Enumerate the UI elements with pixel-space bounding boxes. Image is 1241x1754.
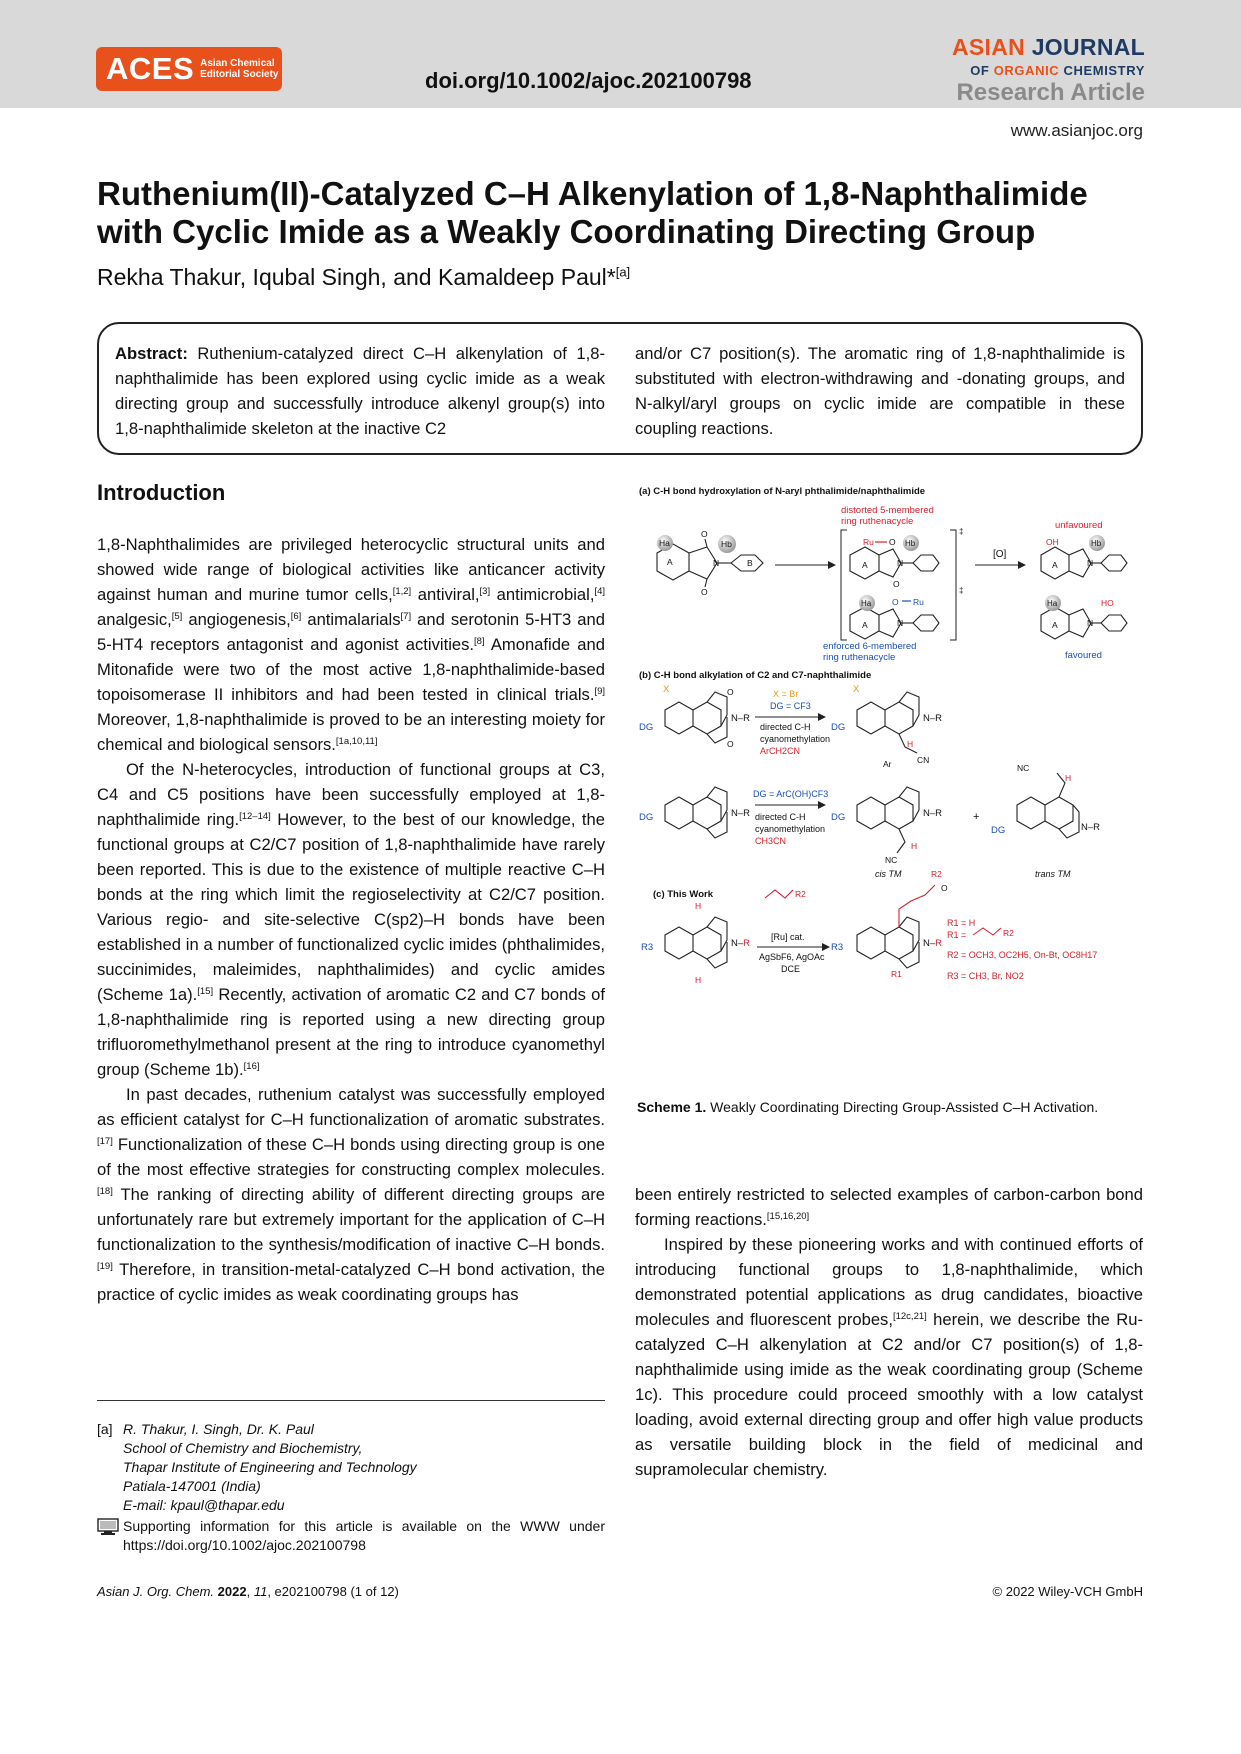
journal-sub-of: OF xyxy=(970,63,990,78)
section-heading-introduction: Introduction xyxy=(97,480,226,505)
svg-text:DG: DG xyxy=(831,722,846,733)
scheme-b-cond1a: directed C-H xyxy=(760,722,811,732)
svg-text:+: + xyxy=(973,811,980,823)
citation-ref[interactable]: [17] xyxy=(97,1136,113,1147)
scheme-a-oxidant: [O] xyxy=(993,549,1007,560)
svg-text:N: N xyxy=(713,558,720,568)
abstract-box xyxy=(97,322,1143,455)
footer-article-number: , e202100798 (1 of 12) xyxy=(267,1584,399,1599)
article-title xyxy=(97,175,1147,251)
svg-text:H: H xyxy=(907,739,914,749)
svg-text:R1: R1 xyxy=(891,969,902,979)
footer-journal: Asian J. Org. Chem. xyxy=(97,1584,215,1599)
svg-text:O: O xyxy=(727,687,734,697)
scheme-b-cond1b: cyanomethylation xyxy=(760,734,831,744)
scheme-b-trans: trans TM xyxy=(1035,869,1071,879)
svg-text:O: O xyxy=(892,597,899,607)
journal-sub-organic: ORGANIC xyxy=(993,63,1060,78)
aces-logo[interactable] xyxy=(96,47,282,91)
journal-subtitle xyxy=(952,63,1145,78)
svg-text:Hb: Hb xyxy=(1091,539,1102,548)
abstract-col-left xyxy=(115,341,605,441)
svg-text:Ha: Ha xyxy=(1047,599,1058,608)
aces-logo-sub1: Asian Chemical xyxy=(200,58,275,69)
journal-logo[interactable] xyxy=(952,34,1145,107)
svg-text:‡: ‡ xyxy=(959,586,964,595)
article-type: Research Article xyxy=(956,79,1145,106)
scheme-c-cat: [Ru] cat. xyxy=(771,932,805,942)
svg-text:B: B xyxy=(747,558,753,568)
svg-text:NC: NC xyxy=(1017,763,1030,773)
aces-logo-subtext xyxy=(200,58,278,80)
svg-text:A: A xyxy=(667,557,673,567)
citation-ref[interactable]: [1a,10,11] xyxy=(335,736,378,747)
citation-ref[interactable]: [6] xyxy=(290,611,302,622)
citation-ref[interactable]: [15,16,20] xyxy=(766,1211,810,1222)
aces-logo-sub2: Editorial Society xyxy=(200,69,279,80)
scheme-b-cond1c: ArCH2CN xyxy=(760,746,801,756)
svg-text:H: H xyxy=(911,841,918,851)
svg-text:Ha: Ha xyxy=(861,599,872,608)
intro-paragraph: Inspired by these pioneering works and with continued efforts of introducing functional groups to 1,8-naphthalimide, which demonstrated potential applications as drug candidates, bioactive molecules and fluorescent probes,[12c,21] herein, we describe the Ru-catalyzed C–H alkenylation at C2 and/or C7 position(s) of 1,8-naphthalimide using imide as the weak coordinating group (Scheme 1c). This procedure could proceed smoothly with a low catalyst loading, avoid external directing group and offer high value products as versatile building block in the field of medicinal and supramolecular chemistry. xyxy=(635,1235,1143,1479)
scheme-a-unfavoured: unfavoured xyxy=(1055,520,1103,531)
svg-text:X: X xyxy=(853,684,860,695)
svg-text:N–R: N–R xyxy=(923,713,943,724)
scheme-c-r3: R3 = CH3, Br, NO2 xyxy=(947,971,1024,981)
scheme-b-cond2c: CH3CN xyxy=(755,836,787,846)
svg-text:NC: NC xyxy=(885,855,898,865)
abstract-text-1: Ruthenium-catalyzed direct C–H alkenylation of 1,8-naphthalimide has been explored using cyclic imide as a weak directing group and successfully introduce alkenyl group(s) into 1,8-naphthalimide skeleton at the inactive C2 xyxy=(115,344,605,438)
svg-text:X: X xyxy=(663,684,670,695)
footer-copyright: © 2022 Wiley-VCH GmbH xyxy=(992,1584,1143,1599)
citation-ref[interactable]: [3] xyxy=(479,586,491,597)
header-bar xyxy=(0,0,1241,108)
svg-text:O: O xyxy=(889,537,896,547)
body-column-right xyxy=(635,1182,1143,1482)
scheme-a-favoured: favoured xyxy=(1065,650,1102,661)
svg-text:Ha: Ha xyxy=(659,538,670,548)
scheme-a-distorted-2: ring ruthenacycle xyxy=(841,516,914,527)
scheme-b-cond2a: directed C-H xyxy=(755,812,806,822)
intro-paragraph: been entirely restricted to selected examples of carbon-carbon bond forming reactions.[15,16,20] xyxy=(635,1185,1143,1229)
svg-text:CN: CN xyxy=(917,755,930,765)
citation-ref[interactable]: [5] xyxy=(171,611,183,622)
svg-text:N–R: N–R xyxy=(923,808,943,819)
intro-paragraph: Of the N-heterocycles, introduction of functional groups at C3, C4 and C5 positions have been successfully employed at 1,8-naphthalimide ring.[12–14] However, to the best of our knowledge, the functional groups at C2/C7 position of 1,8-naphthalimide have rarely been reported. This is due to the existence of multiple reactive C–H bonds at the ring which limit the regioselectivity at C2/C7 position. Various regio- and site-selective C(sp2)–H bonds have been established in a number of functionalized cyclic imides (phthalimides, succinimides, maleimides, naphthalimides) and cyclic amides (Scheme 1a).[15] Recently, activation of aromatic C2 and C7 bonds of 1,8-naphthalimide ring is reported using a new directing group trifluoromethylmethanol present at the ring to introduce cyanomethyl group (Scheme 1b).[16] xyxy=(97,760,605,1079)
svg-text:N–R: N–R xyxy=(923,938,943,949)
journal-website-link[interactable]: www.asianjoc.org xyxy=(1010,121,1143,140)
citation-ref[interactable]: [8] xyxy=(474,636,485,647)
abstract-col-right xyxy=(635,341,1125,441)
svg-text:N: N xyxy=(1087,558,1094,568)
svg-text:N: N xyxy=(1087,618,1094,628)
intro-paragraph: In past decades, ruthenium catalyst was successfully employed as efficient catalyst for C–H functionalization of aromatic substrates.[17] Functionalization of these C–H bonds using directing group is one of the most effective strategies for constructing complex molecules.[18] The ranking of directing ability of different directing groups are unfortunately rare but extremely important for the application of C–H functionalization to the synthesis/modification of inactive C–H bonds.[19] Therefore, in transition-metal-catalyzed C–H bond activation, the practice of cyclic imides as weak coordinating groups has xyxy=(97,1085,605,1304)
supporting-info-note xyxy=(97,1517,605,1555)
svg-text:Hb: Hb xyxy=(905,539,916,548)
svg-text:DG: DG xyxy=(639,722,654,733)
citation-ref[interactable]: [18] xyxy=(97,1186,113,1197)
svg-text:DG: DG xyxy=(639,812,654,823)
svg-text:R3: R3 xyxy=(831,942,844,953)
svg-text:Ru: Ru xyxy=(913,597,924,607)
title-line-1: Ruthenium(II)-Catalyzed C–H Alkenylation of 1,8-Naphthalimide xyxy=(97,175,1088,212)
svg-text:Hb: Hb xyxy=(721,539,732,549)
journal-sub-chemistry: CHEMISTRY xyxy=(1063,63,1145,78)
citation-ref[interactable]: [4] xyxy=(594,586,605,597)
scheme-a-title: (a) C-H bond hydroxylation of N-aryl phthalimide/naphthalimide xyxy=(639,486,926,497)
svg-text:N–R: N–R xyxy=(731,713,751,724)
scheme-c-solv: DCE xyxy=(781,964,801,974)
journal-word-asian: ASIAN xyxy=(951,34,1026,60)
scheme-b-title: (b) C-H bond alkylation of C2 and C7-naphthalimide xyxy=(639,670,872,681)
svg-text:HO: HO xyxy=(1101,598,1114,608)
doi-link[interactable]: doi.org/10.1002/ajoc.202100798 xyxy=(425,68,752,93)
svg-text:H: H xyxy=(1065,773,1072,783)
footnote-city: Patiala-147001 (India) xyxy=(123,1478,261,1494)
svg-text:H: H xyxy=(695,975,702,985)
svg-text:OH: OH xyxy=(1046,537,1059,547)
scheme-b-cond2b: cyanomethylation xyxy=(755,824,826,834)
svg-text:O: O xyxy=(893,579,900,589)
citation-ref[interactable]: [9] xyxy=(594,686,605,697)
abstract-text-2: and/or C7 position(s). The aromatic ring of 1,8-naphthalimide is substituted with electron-withdrawing and -donating groups, and N-alkyl/aryl groups on cyclic imide are compatible in these coupling reactions. xyxy=(635,344,1125,438)
svg-text:R2: R2 xyxy=(795,889,806,899)
body-column-left xyxy=(97,532,605,1307)
scheme-b-cis: cis TM xyxy=(875,869,902,879)
svg-text:H: H xyxy=(695,901,702,911)
svg-text:N: N xyxy=(897,618,904,628)
svg-text:‡: ‡ xyxy=(959,527,964,536)
svg-text:A: A xyxy=(1052,560,1058,570)
footer-year: 2022 xyxy=(217,1584,247,1599)
scheme-caption-label: Scheme 1. xyxy=(637,1099,707,1115)
abstract-label: Abstract: xyxy=(115,344,188,363)
authors-affiliation-mark: [a] xyxy=(615,264,631,280)
citation-ref[interactable]: [16] xyxy=(243,1061,260,1072)
computer-monitor-icon xyxy=(97,1518,119,1536)
footer-volume: 11 xyxy=(253,1584,268,1599)
author-list xyxy=(97,264,630,291)
svg-text:N–R: N–R xyxy=(1081,822,1101,833)
scheme-b-naphthalimide-2 xyxy=(665,787,727,838)
citation-ref[interactable]: [1,2] xyxy=(392,586,412,597)
svg-text:DG: DG xyxy=(831,812,846,823)
intro-paragraph: 1,8-Naphthalimides are privileged heterocyclic structural units and showed wide range of biological activities like anticancer activity against human and murine tumor cells,[1,2] antiviral,[3] antimicrobial,[4] analgesic,[5] angiogenesis,[6] antimalarials[7] and serotonin 5-HT3 and 5-HT4 receptors antagonist and agonist activities.[8] Amonafide and Mitonafide were two of the most active 1,8-naphthalimide-based topoisomerase II inhibitors and had been tested in clinical trials.[9] Moreover, 1,8-naphthalimide is proved to be an interesting moiety for chemical and biological sensors.[1a,10,11] xyxy=(97,535,605,754)
footnote-authors: R. Thakur, I. Singh, Dr. K. Paul xyxy=(123,1421,314,1437)
affiliation-footnote xyxy=(97,1420,605,1515)
scheme-a-enforced-2: ring ruthenacycle xyxy=(823,652,896,663)
svg-text:A: A xyxy=(862,560,868,570)
svg-text:Ar: Ar xyxy=(883,759,892,769)
footnote-divider xyxy=(97,1400,605,1401)
title-line-2: with Cyclic Imide as a Weakly Coordinating Directing Group xyxy=(97,213,1036,250)
scheme-c-r1b: R1 = xyxy=(947,930,967,940)
citation-ref[interactable]: [15] xyxy=(197,986,214,997)
svg-text:O: O xyxy=(701,529,708,539)
scheme-b-product-cis xyxy=(857,787,919,853)
supporting-info-text[interactable]: Supporting information for this article is available on the WWW under https://doi.org/10.1002/ajoc.202100798 xyxy=(123,1518,605,1553)
citation-ref[interactable]: [12c,21] xyxy=(892,1311,927,1322)
svg-text:A: A xyxy=(1052,620,1058,630)
footer-citation: Asian J. Org. Chem. 2022, 11, e202100798 (1 of 12) xyxy=(97,1584,399,1599)
svg-text:DG: DG xyxy=(991,825,1006,836)
footnote-label: [a] xyxy=(97,1421,113,1437)
authors-text: Rekha Thakur, Iqubal Singh, and Kamaldeep Paul* xyxy=(97,264,616,290)
scheme-b-xbr: X = Br xyxy=(773,689,799,699)
scheme-c-title: (c) This Work xyxy=(653,889,713,900)
svg-text:R3: R3 xyxy=(641,942,654,953)
svg-text:N–R: N–R xyxy=(731,808,751,819)
footnote-email[interactable]: E-mail: kpaul@thapar.edu xyxy=(123,1497,285,1513)
footnote-school: School of Chemistry and Biochemistry, xyxy=(123,1440,363,1456)
scheme-c-substrate xyxy=(665,917,727,968)
journal-word-journal: JOURNAL xyxy=(1031,34,1145,60)
svg-text:N–R: N–R xyxy=(731,938,751,949)
svg-text:R2: R2 xyxy=(931,869,942,879)
svg-text:R2: R2 xyxy=(1003,928,1014,938)
footnote-institute: Thapar Institute of Engineering and Technology xyxy=(123,1459,417,1475)
scheme-caption-text: Weakly Coordinating Directing Group-Assisted C–H Activation. xyxy=(710,1099,1099,1115)
footnote-body xyxy=(123,1420,605,1515)
svg-text:O: O xyxy=(727,739,734,749)
svg-text:O: O xyxy=(941,883,948,893)
citation-ref[interactable]: [7] xyxy=(400,611,412,622)
scheme-1-figure xyxy=(635,485,1143,1100)
scheme-b-dgar: DG = ArC(OH)CF3 xyxy=(753,789,829,799)
citation-ref[interactable]: [12–14] xyxy=(239,811,271,822)
svg-text:A: A xyxy=(862,620,868,630)
scheme-c-r1a: R1 = H xyxy=(947,918,976,928)
svg-text:Ru: Ru xyxy=(863,537,874,547)
citation-ref[interactable]: [19] xyxy=(97,1261,113,1272)
scheme-caption xyxy=(637,1099,1143,1115)
scheme-c-add: AgSbF6, AgOAc xyxy=(759,952,825,962)
scheme-c-product xyxy=(857,917,919,968)
scheme-b-dgcf3: DG = CF3 xyxy=(770,701,811,711)
svg-text:N: N xyxy=(897,558,904,568)
journal-name xyxy=(952,34,1145,61)
scheme-b-naphthalimide-1 xyxy=(665,692,727,743)
scheme-a-distorted-1: distorted 5-membered xyxy=(841,505,934,516)
aces-logo-text: ACES xyxy=(106,51,195,86)
scheme-c-r2: R2 = OCH3, OC2H5, On-Bt, OC8H17 xyxy=(947,950,1098,960)
svg-text:O: O xyxy=(701,587,708,597)
scheme-a-enforced-1: enforced 6-membered xyxy=(823,641,917,652)
